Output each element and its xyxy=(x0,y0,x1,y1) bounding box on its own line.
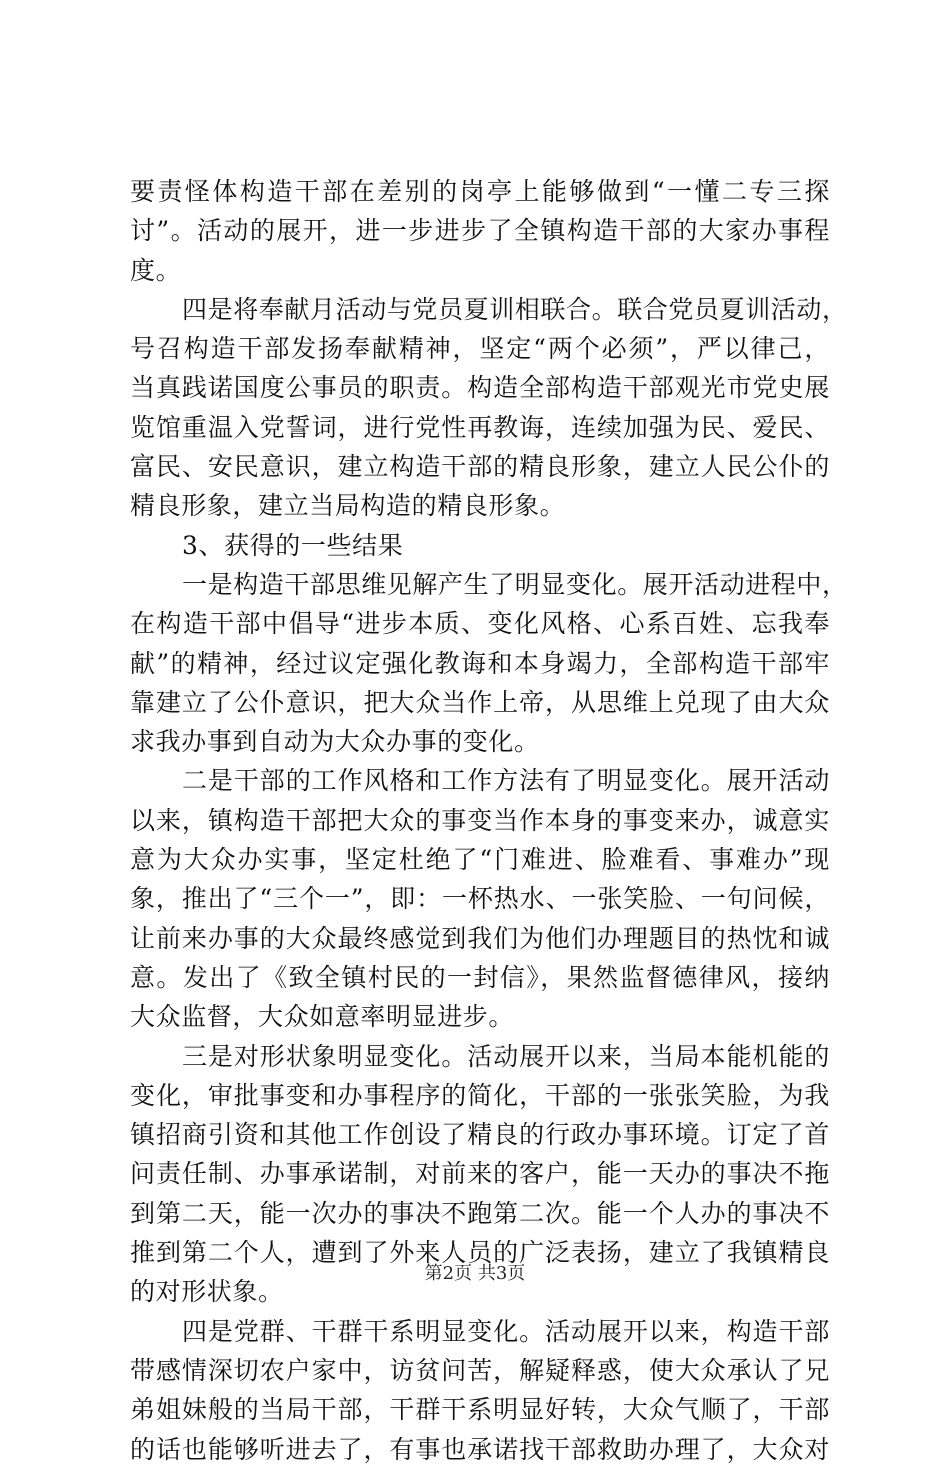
text-line: 问责任制、办事承诺制，对前来的客户，能一天办的事决不拖 xyxy=(130,1159,830,1189)
text-line: 变化，审批事变和办事程序的简化，干部的一张张笑脸，为我 xyxy=(130,1080,830,1110)
text-line: 弟姐妹般的当局干部，干群干系明显好转，大众气顺了，干部 xyxy=(130,1395,830,1425)
text-line: 靠建立了公仆意识，把大众当作上帝，从思维上兑现了由大众 xyxy=(130,687,830,717)
text-line: 带感情深切农户家中，访贫问苦，解疑释惑，使大众承认了兄 xyxy=(130,1355,830,1385)
paragraph-start-line: 三是对形状象明显变化。活动展开以来，当局本能机能的 xyxy=(182,1041,830,1071)
paragraph-start-line: 二是干部的工作风格和工作方法有了明显变化。展开活动 xyxy=(182,766,830,796)
paragraph-start-line: 一是构造干部思维见解产生了明显变化。展开活动进程中， xyxy=(182,569,848,599)
text-line: 精良形象，建立当局构造的精良形象。 xyxy=(130,491,566,521)
paragraph-start-line: 四是将奉献月活动与党员夏训相联合。联合党员夏训活动， xyxy=(182,294,848,324)
text-line: 当真践诺国度公事员的职责。构造全部构造干部观光市党史展 xyxy=(130,373,830,403)
text-line: 献”的精神，经过议定强化教诲和本身竭力，全部构造干部牢 xyxy=(130,648,830,678)
text-line: 让前来办事的大众最终感觉到我们为他们办理题目的热忱和诚 xyxy=(130,923,830,953)
page-number-footer: 第2页 共3页 xyxy=(424,1263,526,1284)
text-line: 以来，镇构造干部把大众的事变当作本身的事变来办，诚意实 xyxy=(130,805,830,835)
text-line: 意为大众办实事，坚定杜绝了“门难进、脸难看、事难办”现 xyxy=(130,845,830,875)
text-line: 要责怪体构造干部在差别的岗亭上能够做到“一懂二专三探 xyxy=(130,177,830,206)
text-line: 的对形状象。 xyxy=(130,1277,284,1307)
text-line: 度。 xyxy=(130,255,182,285)
paragraph-start-line: 四是党群、干群干系明显变化。活动展开以来，构造干部 xyxy=(182,1316,830,1346)
text-line: 号召构造干部发扬奉献精神，坚定“两个必须”，严以律己， xyxy=(130,334,830,364)
text-line: 览馆重温入党誓词，进行党性再教诲，连续加强为民、爱民、 xyxy=(130,412,830,442)
text-line: 象，推出了“三个一”，即：一杯热水、一张笑脸、一句问候， xyxy=(130,884,830,914)
text-line: 推到第二个人，遭到了外来人员的广泛表扬，建立了我镇精良 xyxy=(130,1238,830,1268)
text-line: 求我办事到自动为大众办事的变化。 xyxy=(130,727,540,757)
text-line: 在构造干部中倡导“进步本质、变化风格、心系百姓、忘我奉 xyxy=(130,609,830,639)
text-line: 讨”。活动的展开，进一步进步了全镇构造干部的大家办事程 xyxy=(130,216,830,246)
text-line: 大众监督，大众如意率明显进步。 xyxy=(130,1002,515,1032)
text-line: 富民、安民意识，建立构造干部的精良形象，建立人民公仆的 xyxy=(130,452,830,482)
text-line: 镇招商引资和其他工作创设了精良的行政办事环境。订定了首 xyxy=(130,1120,830,1150)
text-line: 的话也能够听进去了，有事也承诺找干部救助办理了，大众对 xyxy=(130,1434,830,1464)
section-heading: 3、获得的一些结果 xyxy=(182,530,404,560)
text-line: 到第二天，能一次办的事决不跑第二次。能一个人办的事决不 xyxy=(130,1198,830,1228)
text-line: 意。发出了《致全镇村民的一封信》，果然监督德律风，接纳 xyxy=(130,962,830,992)
